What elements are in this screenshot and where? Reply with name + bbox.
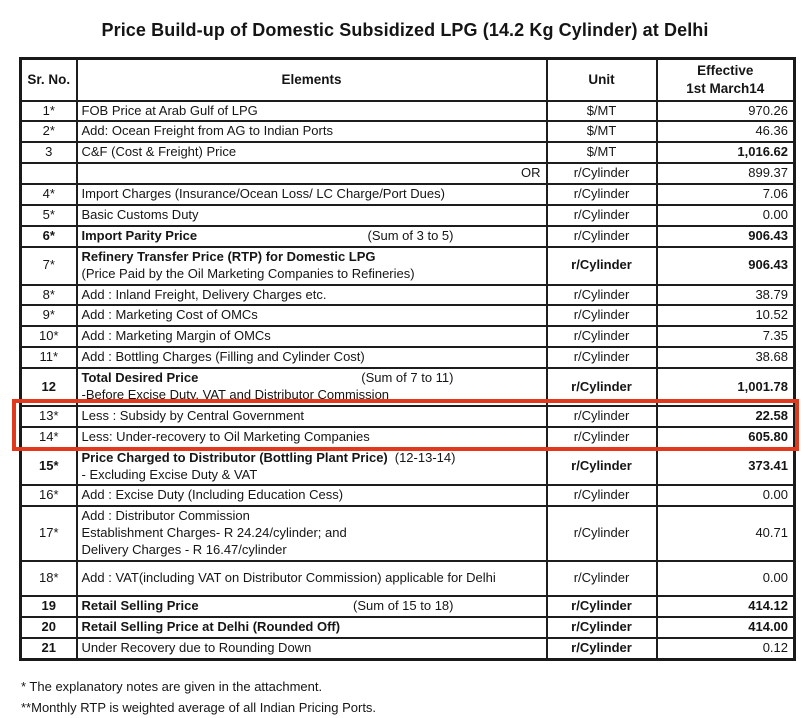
cell-value: 7.06 [657,184,795,205]
element-text: C&F (Cost & Freight) Price [81,144,237,160]
cell-element [77,247,547,285]
table-row [21,163,795,184]
cell-element [77,368,547,406]
cell-unit: r/Cylinder [547,638,657,659]
cell-sr-no: 20 [21,617,77,638]
cell-element [77,142,547,163]
cell-unit: r/Cylinder [547,184,657,205]
footnote-explanatory-notes: * The explanatory notes are given in the attachment. [21,678,323,694]
cell-value: 414.00 [657,617,795,638]
cell-sr-no: 13* [21,406,77,427]
cell-unit: r/Cylinder [547,617,657,638]
cell-value: 38.79 [657,285,795,306]
cell-unit: r/Cylinder [547,205,657,226]
cell-unit: r/Cylinder [547,406,657,427]
cell-element [77,184,547,205]
cell-unit: r/Cylinder [547,448,657,486]
cell-sr-no: 18* [21,561,77,596]
cell-element [77,427,547,448]
table-row [21,485,795,506]
cell-value: 0.00 [657,205,795,226]
cell-value: 373.41 [657,448,795,486]
cell-unit: r/Cylinder [547,305,657,326]
element-text: Add : Inland Freight, Delivery Charges etc. [81,286,327,302]
element-text: FOB Price at Arab Gulf of LPG [81,102,258,118]
element-text: Less: Under-recovery to Oil Marketing Companies [81,428,370,444]
table-row [21,326,795,347]
table-row [21,448,795,486]
table-row [21,561,795,596]
header-effective-line2: 1st March14 [686,80,765,96]
table-row [21,247,795,285]
cell-value: 38.68 [657,347,795,368]
cell-sr-no: 19 [21,596,77,617]
cell-value: 10.52 [657,305,795,326]
cell-value: 605.80 [657,427,795,448]
header-sr-no: Sr. No. [21,59,77,101]
cell-sr-no: 9* [21,305,77,326]
cell-unit: r/Cylinder [547,326,657,347]
element-text: Add: Ocean Freight from AG to Indian Ports [81,123,333,139]
table-row [21,205,795,226]
element-text: Delivery Charges - R 16.47/cylinder [81,542,287,558]
cell-element [77,596,547,617]
cell-element [77,406,547,427]
element-note: (Sum of 15 to 18) [353,597,454,613]
cell-sr-no: 16* [21,485,77,506]
element-text: -Before Excise Duty, VAT and Distributor Commission [81,386,390,402]
table-row [21,596,795,617]
cell-sr-no: 8* [21,285,77,306]
element-note: (Sum of 7 to 11) [361,370,454,386]
cell-value: 7.35 [657,326,795,347]
element-text: - Excluding Excise Duty & VAT [81,466,258,482]
cell-element [77,121,547,142]
cell-element [77,226,547,247]
cell-unit: r/Cylinder [547,247,657,285]
element-text: Add : Bottling Charges (Filling and Cylinder Cost) [81,349,365,365]
table-row [21,142,795,163]
cell-unit: r/Cylinder [547,347,657,368]
cell-unit: $/MT [547,121,657,142]
element-text: Import Charges (Insurance/Ocean Loss/ LC Charge/Port Dues) [81,186,445,202]
element-text: Add : Excise Duty (Including Education Cess) [81,487,344,503]
table-row [21,184,795,205]
cell-value: 0.00 [657,561,795,596]
cell-value: 0.00 [657,485,795,506]
element-text: Establishment Charges- R 24.24/cylinder; and [81,525,347,541]
table-row [21,406,795,427]
cell-sr-no: 7* [21,247,77,285]
cell-value: 46.36 [657,121,795,142]
cell-sr-no: 11* [21,347,77,368]
cell-element [77,326,547,347]
cell-unit: r/Cylinder [547,368,657,406]
page-title: Price Build-up of Domestic Subsidized LPG (14.2 Kg Cylinder) at Delhi [101,20,709,40]
table-row [21,506,795,561]
cell-value: 40.71 [657,506,795,561]
element-text: Add : Distributor Commission [81,508,250,524]
cell-value: 906.43 [657,247,795,285]
footnote-monthly-rtp: **Monthly RTP is weighted average of all Indian Pricing Ports. [21,699,377,715]
cell-element [77,163,547,184]
table-row [21,617,795,638]
price-buildup-table [19,57,796,661]
cell-element [77,617,547,638]
cell-value: 1,001.78 [657,368,795,406]
table-row [21,226,795,247]
element-note: (12-13-14) [394,449,456,465]
cell-sr-no: 2* [21,121,77,142]
cell-sr-no: 15* [21,448,77,486]
cell-element [77,485,547,506]
header-effective [657,59,795,101]
header-row [21,59,795,101]
element-text: Under Recovery due to Rounding Down [81,639,312,655]
element-note: (Sum of 3 to 5) [367,227,454,243]
cell-sr-no [21,163,77,184]
cell-sr-no: 4* [21,184,77,205]
cell-sr-no: 5* [21,205,77,226]
cell-value: 906.43 [657,226,795,247]
table-row [21,305,795,326]
cell-value: 899.37 [657,163,795,184]
cell-element [77,205,547,226]
cell-unit: r/Cylinder [547,427,657,448]
element-text: Retail Selling Price at Delhi (Rounded Off) [81,618,341,634]
cell-unit: $/MT [547,101,657,122]
cell-sr-no: 10* [21,326,77,347]
table-row [21,121,795,142]
footnotes [21,676,810,718]
element-text: Total Desired Price [81,370,199,386]
cell-unit: r/Cylinder [547,285,657,306]
cell-element [77,448,547,486]
header-elements: Elements [77,59,547,101]
element-text: Add : VAT(including VAT on Distributor Commission) applicable for Delhi [81,569,496,585]
cell-element [77,347,547,368]
cell-sr-no: 17* [21,506,77,561]
element-note: OR [521,165,541,181]
table-row [21,638,795,659]
cell-unit: r/Cylinder [547,506,657,561]
element-text: Price Charged to Distributor (Bottling Plant Price) [81,449,388,465]
cell-sr-no: 14* [21,427,77,448]
cell-element [77,638,547,659]
table-row [21,101,795,122]
cell-element [77,506,547,561]
element-text: (Price Paid by the Oil Marketing Companies to Refineries) [81,265,415,281]
cell-unit: $/MT [547,142,657,163]
cell-unit: r/Cylinder [547,163,657,184]
element-text: Refinery Transfer Price (RTP) for Domestic LPG [81,248,376,264]
cell-value: 1,016.62 [657,142,795,163]
cell-element [77,101,547,122]
cell-value: 22.58 [657,406,795,427]
table-row [21,427,795,448]
price-table-wrap [19,57,793,661]
cell-sr-no: 1* [21,101,77,122]
cell-sr-no: 21 [21,638,77,659]
table-body [21,101,795,660]
element-text: Retail Selling Price [81,597,199,613]
cell-element [77,561,547,596]
element-text: Import Parity Price [81,227,198,243]
cell-sr-no: 6* [21,226,77,247]
element-text: Add : Marketing Margin of OMCs [81,328,271,344]
cell-sr-no: 12 [21,368,77,406]
element-text: Add : Marketing Cost of OMCs [81,307,258,323]
element-text: Less : Subsidy by Central Government [81,407,305,423]
cell-value: 0.12 [657,638,795,659]
cell-value: 414.12 [657,596,795,617]
element-text: Basic Customs Duty [81,206,199,222]
cell-unit: r/Cylinder [547,561,657,596]
table-row [21,285,795,306]
cell-unit: r/Cylinder [547,596,657,617]
cell-unit: r/Cylinder [547,226,657,247]
header-effective-line1: Effective [697,63,754,79]
cell-sr-no: 3 [21,142,77,163]
table-row [21,368,795,406]
table-row [21,347,795,368]
cell-element [77,285,547,306]
cell-unit: r/Cylinder [547,485,657,506]
cell-element [77,305,547,326]
cell-value: 970.26 [657,101,795,122]
header-unit: Unit [547,59,657,101]
